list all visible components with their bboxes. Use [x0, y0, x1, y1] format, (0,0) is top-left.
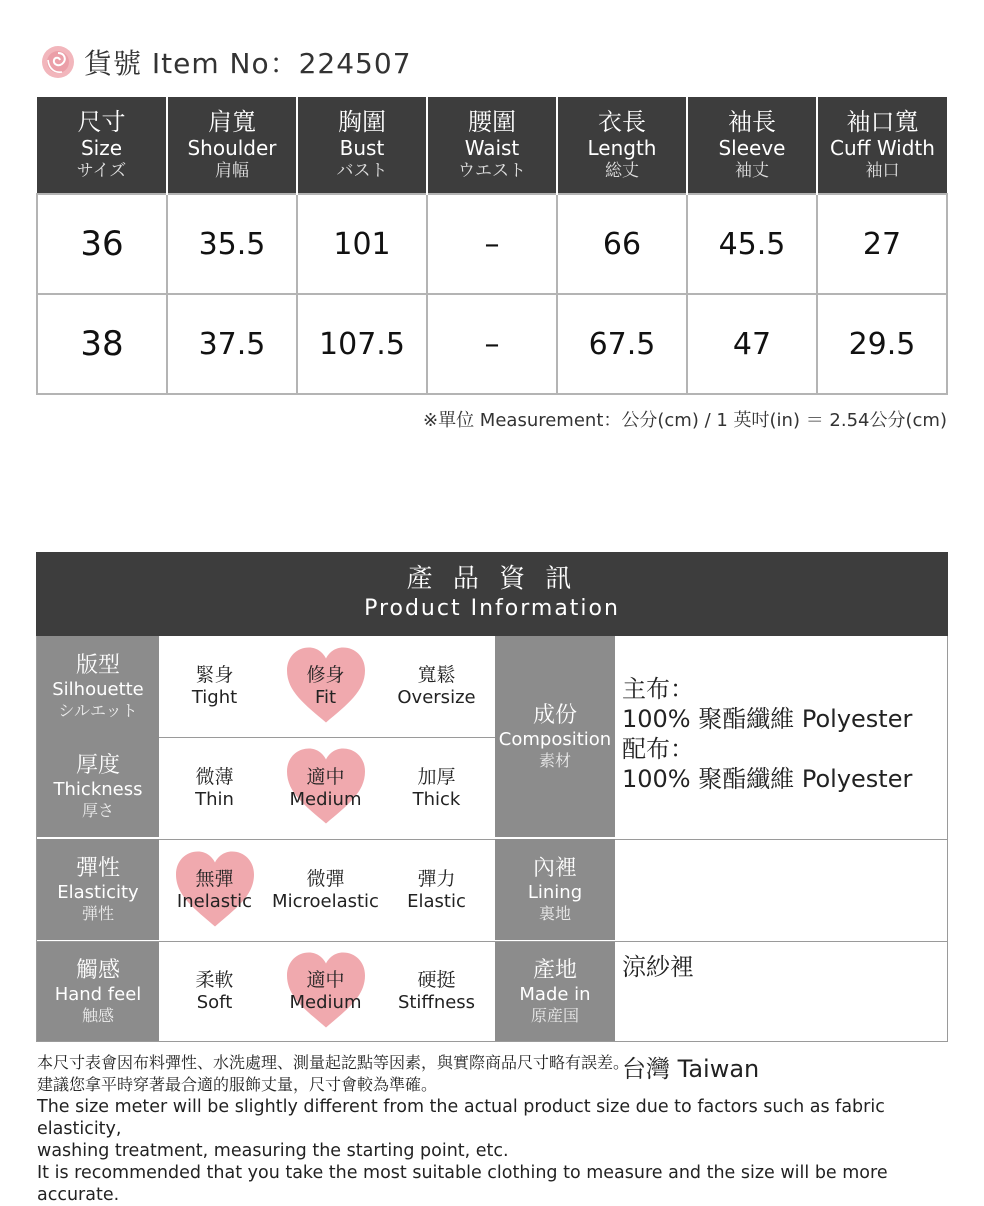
- table-row: [37, 294, 947, 394]
- label-composition: 成份 Composition 素材: [495, 636, 615, 837]
- option-fit-selected: 修身 Fit: [270, 636, 381, 737]
- item-title-row: [40, 40, 412, 84]
- footnote-line: washing treatment, measuring the starting point, etc.: [37, 1141, 509, 1161]
- footnote-line: The size meter will be slightly different from the actual product size due to factors such as fabric elasticity,: [37, 1097, 885, 1139]
- option-medium-selected: 適中 Medium: [270, 737, 381, 839]
- header-cuff-width: 袖口寬 Cuff Width 袖口: [817, 97, 947, 194]
- item-number-title: 貨號 Item No：224507: [84, 47, 412, 80]
- option-oversize: 寬鬆 Oversize: [397, 664, 476, 708]
- option-thin: 微薄 Thin: [195, 765, 234, 810]
- silhouette-options: [159, 636, 493, 737]
- product-info-header: [36, 552, 948, 636]
- table-cell: 36: [37, 194, 167, 294]
- table-cell: 47: [687, 294, 817, 394]
- size-table: [36, 97, 948, 395]
- divider: [615, 839, 948, 840]
- label-silhouette: 版型 Silhouette シルエット: [37, 636, 159, 737]
- label-lining: 內裡 Lining 裏地: [495, 839, 615, 940]
- table-row: [37, 194, 947, 294]
- label-made-in: 產地 Made in 原産国: [495, 942, 615, 1041]
- option-microelastic: 微彈 Microelastic: [272, 868, 379, 912]
- header-waist: 腰圍 Waist ウエスト: [427, 97, 557, 194]
- divider: [37, 941, 948, 942]
- label-thickness: 厚度 Thickness 厚さ: [37, 737, 159, 837]
- footnote-line: 建議您拿平時穿著最合適的服飾丈量，尺寸會較為準確。: [37, 1075, 438, 1094]
- table-cell: 27: [817, 194, 947, 294]
- hand-feel-options: [159, 942, 493, 1041]
- table-cell: 37.5: [167, 294, 297, 394]
- elasticity-options: [159, 839, 493, 942]
- option-medium-selected: 適中 Medium: [270, 942, 381, 1041]
- lining-value: 涼紗裡: [622, 953, 694, 981]
- option-inelastic-selected: 無彈 Inelastic: [159, 839, 270, 942]
- footnote: [37, 1052, 957, 1206]
- composition-line: 100% 聚酯纖維 Polyester: [622, 705, 913, 733]
- option-elastic: 彈力 Elastic: [407, 868, 466, 912]
- composition-line: 100% 聚酯纖維 Polyester: [622, 765, 913, 793]
- label-hand-feel: 觸感 Hand feel 触感: [37, 942, 159, 1041]
- unit-note: ※單位 Measurement：公分(cm) / 1 英吋(in) ＝ 2.54公分(cm): [423, 410, 947, 431]
- table-cell: 101: [297, 194, 427, 294]
- origin-value: 台灣 Taiwan: [622, 1055, 760, 1083]
- thickness-options: [159, 737, 493, 839]
- size-table-header: [37, 97, 947, 194]
- rose-icon: [40, 44, 76, 80]
- table-cell: –: [427, 194, 557, 294]
- footnote-line: 本尺寸表會因布料彈性、水洗處理、測量起訖點等因素，與實際商品尺寸略有誤差。: [37, 1053, 630, 1072]
- option-tight: 緊身 Tight: [191, 664, 238, 708]
- composition-line: 主布：: [622, 675, 694, 703]
- table-cell: 66: [557, 194, 687, 294]
- option-thick: 加厚 Thick: [412, 765, 461, 810]
- product-info-title-zh: 產 品 資 訊: [406, 564, 578, 594]
- option-stiffness: 硬挺 Stiffness: [397, 969, 476, 1013]
- header-shoulder: 肩寬 Shoulder 肩幅: [167, 97, 297, 194]
- header-size: 尺寸 Size サイズ: [37, 97, 167, 194]
- table-cell: 45.5: [687, 194, 817, 294]
- table-cell: 67.5: [557, 294, 687, 394]
- header-bust: 胸圍 Bust バスト: [297, 97, 427, 194]
- table-cell: 35.5: [167, 194, 297, 294]
- table-cell: 29.5: [817, 294, 947, 394]
- header-sleeve: 袖長 Sleeve 袖丈: [687, 97, 817, 194]
- divider: [159, 737, 495, 738]
- table-cell: 38: [37, 294, 167, 394]
- header-length: 衣長 Length 総丈: [557, 97, 687, 194]
- table-cell: 107.5: [297, 294, 427, 394]
- table-cell: –: [427, 294, 557, 394]
- composition-line: 配布：: [622, 735, 694, 763]
- label-elasticity: 彈性 Elasticity 弾性: [37, 839, 159, 940]
- composition-value: [622, 674, 912, 794]
- product-info-title-en: Product Information: [364, 596, 620, 621]
- option-soft: 柔軟 Soft: [195, 969, 234, 1013]
- divider: [159, 839, 495, 840]
- footnote-line: It is recommended that you take the most suitable clothing to measure and the size will be more accurate.: [37, 1163, 888, 1205]
